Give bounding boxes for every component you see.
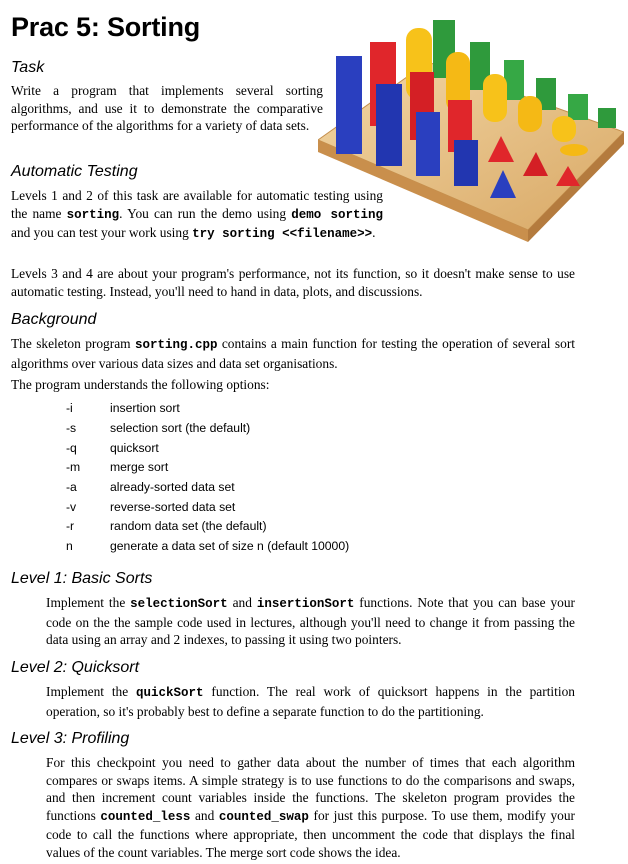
option-desc: quicksort (110, 441, 159, 455)
option-desc: reverse-sorted data set (110, 500, 236, 514)
option-flag: -m (66, 460, 81, 474)
page-title: Prac 5: Sorting (11, 12, 201, 42)
auto-paragraph-2: Levels 3 and 4 are about your program's performance, not its function, so it doesn't make sense to use automatic testing. Instead, you'll need to hand in data, plots, and discussions. (11, 266, 575, 299)
task-heading: Task (11, 59, 45, 76)
option-flag: -a (66, 480, 77, 494)
option-desc: random data set (the default) (110, 519, 267, 533)
option-desc: merge sort (110, 460, 169, 474)
auto-paragraph-1: Levels 1 and 2 of this task are available for automatic testing using the name sorting. You can run the demo using demo sorting and you can test your work using try sorting <<filename>>. (11, 188, 384, 241)
option-desc: already-sorted data set (110, 480, 235, 494)
option-flag: -q (66, 441, 77, 455)
level1-text: Implement the selectionSort and insertionSort functions. Note that you can base your code on the the sample code used in lectures, although you'll need to change it from passing the data using an array and 2 indexes, to passing it using two pointers. (46, 595, 575, 647)
auto-heading: Automatic Testing (11, 163, 138, 180)
option-flag: -v (66, 500, 77, 514)
option-desc: selection sort (the default) (110, 421, 251, 435)
option-flag: -r (66, 519, 75, 533)
option-flag: -s (66, 421, 77, 435)
level1-heading: Level 1: Basic Sorts (11, 570, 153, 587)
option-desc: insertion sort (110, 401, 180, 415)
option-desc: generate a data set of size n (default 10000) (110, 539, 350, 553)
level2-heading: Level 2: Quicksort (11, 659, 140, 676)
option-flag: n (66, 539, 73, 553)
option-flag: -i (66, 401, 73, 415)
background-heading: Background (11, 311, 97, 328)
level3-text: For this checkpoint you need to gather data about the number of times that each algorithm compares or swaps items. A simple strategy is to use functions to do the comparisons and swaps, and then increment count variables inside the functions. The skeleton program provides the functions counted_less and counted_swap for just this purpose. To use them, modify your code to call the functions where appropriate, then uncomment the code that displays the final values of the count variables. The merge sort code shows the idea. (46, 755, 576, 860)
level3-heading: Level 3: Profiling (11, 730, 130, 747)
level2-text: Implement the quickSort function. The real work of quicksort happens in the partition operation, so it's probably best to define a separate function to do the partitioning. (46, 684, 575, 719)
background-paragraph-2: The program understands the following options: (11, 377, 270, 392)
background-paragraph-1: The skeleton program sorting.cpp contains a main function for testing the operation of several sort algorithms over various data sizes and data set organisations. (11, 336, 575, 371)
task-text: Write a program that implements several sorting algorithms, and use it to demonstrate the comparative performance of the algorithms for a variety of data sets. (11, 83, 323, 133)
